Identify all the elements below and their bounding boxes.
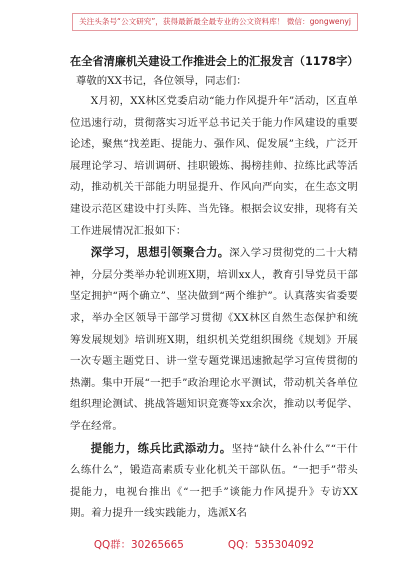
intro-paragraph: X月初，XX林区党委启动“能力作风提升年”活动，区直单位迅速行动，贯彻落实习近平总书记关于能力作风建设的重要论述，聚焦“找差距、提能力、强作风、促发展”主线，广泛开展理论学习、培训调研、挂职锻炼、揭榜挂帅、拉练比武等活动，推动机关干部能力明显提升、作风向严向实，在生态文明建设示范区建设中打头阵、当先锋。根据会议安排，现将有关工作进展情况汇报如下： <box>70 95 358 237</box>
section-1-heading: 深学习，思想引领聚合力。 <box>90 246 230 260</box>
footer <box>0 536 408 551</box>
section-1-body: 深入学习贯彻党的二十大精神，分层分类举办轮训班X期，培训xx人，教育引导党员干部坚定拥护“两个确立”、坚决做到“两个维护”。认真落实省委要求，举办全区领导干部学习贯彻《XX林区自然生态保护和统筹发展规划》培训班X期，组织机关党组织围绕《规划》开展一次专题主题党日、讲一堂专题党课迅速掀起学习宣传贯彻的热潮。集中开展“一把手”政治理论水平测试，带动机关各单位组织理论测试、挑战答题知识竞赛等xx余次，推动以考促学、学在经常。 <box>70 247 358 432</box>
document-page <box>70 54 358 525</box>
section-2-body: 坚持“缺什么补什么”“干什么练什么”，锻造高素质专业化机关干部队伍。“一把手”带头提能力，电视台推出《“一把手”谈能力作风提升》专访XX期。着力提升一线实践能力，选派X名 <box>70 442 358 520</box>
section-2-paragraph <box>70 438 358 525</box>
footer-qq-group: QQ群：30265665 <box>93 539 184 551</box>
top-banner <box>0 0 408 42</box>
document-title: 在全省清廉机关建设工作推进会上的汇报发言（1178字） <box>70 55 359 68</box>
promo-banner-text: 关注头条号“公文研究”，获得最新最全最专业的公文资料库！ 微信：gongwenyj <box>72 13 358 31</box>
section-1-paragraph <box>70 242 358 437</box>
salutation: 尊敬的XX书记，各位领导，同志们： <box>76 75 247 87</box>
footer-qq: QQ：535304092 <box>227 539 315 551</box>
section-2-heading: 提能力，练兵比武添动力。 <box>90 441 232 455</box>
